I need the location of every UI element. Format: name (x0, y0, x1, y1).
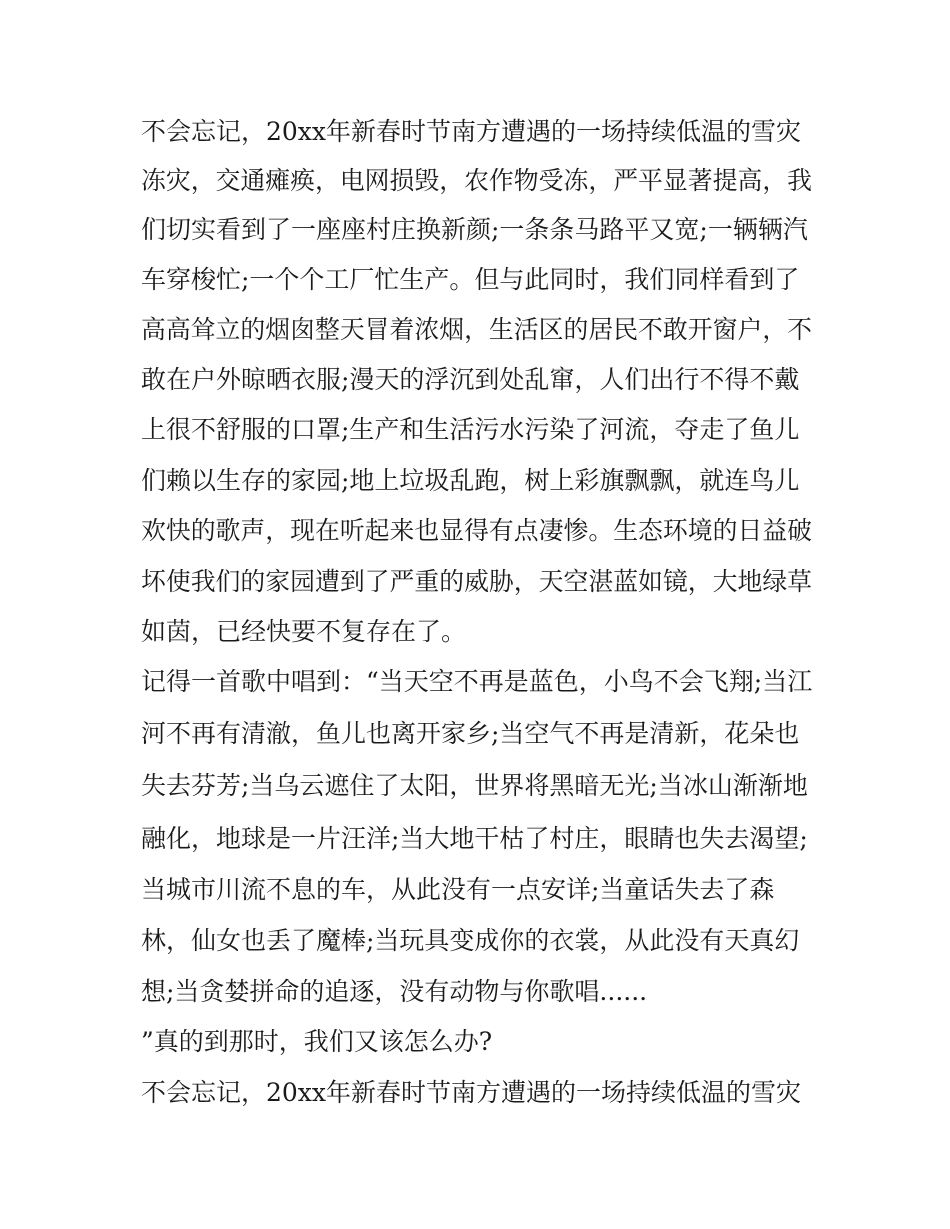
text-line: 们赖以生存的家园;地上垃圾乱跑，树上彩旗飘飘，就连鸟儿 (141, 466, 800, 495)
text-line: 当城市川流不息的车，从此没有一点安详;当童话失去了森 (141, 875, 775, 904)
text-line: 敢在户外晾晒衣服;漫天的浮沉到处乱窜，人们出行不得不戴 (141, 365, 800, 394)
text-line: 坏使我们的家园遭到了严重的威胁，天空湛蓝如镜，大地绿草 (141, 567, 813, 596)
text-line: 不会忘记，20xx年新春时节南方遭遇的一场持续低温的雪灾 (141, 1078, 802, 1107)
text-line: 欢快的歌声，现在听起来也显得有点凄惨。生态环境的日益破 (141, 516, 813, 545)
text-line: 如茵，已经快要不复存在了。 (141, 617, 467, 646)
text-line: 冻灾，交通瘫痪，电网损毁，农作物受冻，严平显著提高，我 (141, 166, 813, 195)
text-line: 不会忘记，20xx年新春时节南方遭遇的一场持续低温的雪灾 (141, 117, 802, 146)
text-line: 记得一首歌中唱到：“当天空不再是蓝色，小鸟不会飞翔;当江 (141, 667, 813, 696)
text-line: 林，仙女也丢了魔棒;当玩具变成你的衣裳，从此没有天真幻 (141, 926, 800, 955)
text-line: 们切实看到了一座座村庄换新颜;一条条马路平又宽;一辆辆汽 (141, 215, 808, 244)
text-line: 车穿梭忙;一个个工厂忙生产。但与此同时，我们同样看到了 (141, 265, 800, 294)
text-line: ”真的到那时，我们又该怎么办? (141, 1027, 493, 1056)
text-line: 上很不舒服的口罩;生产和生活污水污染了河流，夺走了鱼儿 (141, 415, 800, 444)
text-line: 高高耸立的烟囱整天冒着浓烟，生活区的居民不敢开窗户，不 (141, 315, 813, 344)
text-line: 河不再有清澈，鱼儿也离开家乡;当空气不再是清新，花朵也 (141, 719, 800, 748)
text-line: 想;当贪婪拼命的追逐，没有动物与你歌唱...... (141, 977, 648, 1006)
text-line: 失去芬芳;当乌云遮住了太阳，世界将黑暗无光;当冰山渐渐地 (141, 771, 808, 800)
text-line: 融化，地球是一片汪洋;当大地干枯了村庄，眼睛也失去渴望; (141, 824, 808, 853)
